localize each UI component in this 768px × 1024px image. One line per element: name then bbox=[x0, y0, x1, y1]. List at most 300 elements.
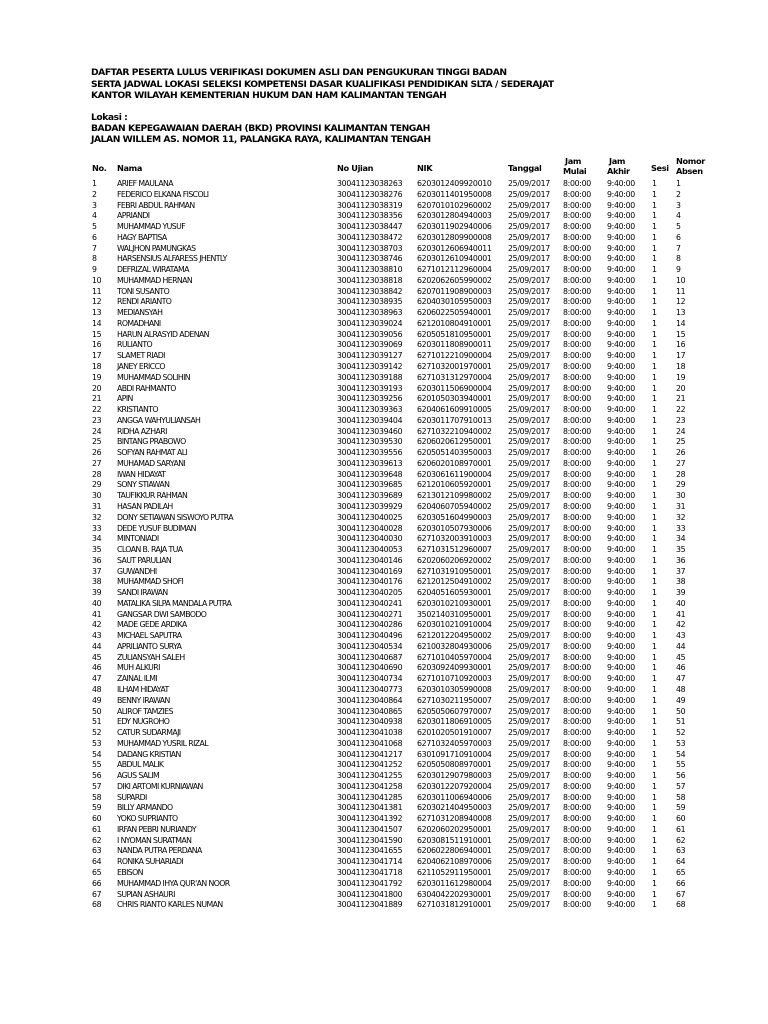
cell-no: 31 bbox=[92, 501, 102, 511]
cell-jam-akhir: 9:40:00 bbox=[607, 577, 635, 587]
cell-no-ujian: 30041123038963 bbox=[337, 308, 403, 318]
table-row bbox=[0, 577, 768, 588]
cell-tanggal: 25/09/2017 bbox=[508, 631, 550, 641]
cell-absen: 15 bbox=[676, 329, 686, 339]
cell-nik: 6204030105950003 bbox=[417, 297, 492, 307]
table-row bbox=[0, 900, 768, 911]
cell-tanggal: 25/09/2017 bbox=[508, 437, 550, 447]
cell-nama: MUHAMMAD YUSUF bbox=[117, 222, 186, 232]
cell-jam-akhir: 9:40:00 bbox=[607, 598, 635, 608]
table-row bbox=[0, 685, 768, 696]
cell-absen: 34 bbox=[676, 534, 686, 544]
cell-no: 25 bbox=[92, 437, 102, 447]
cell-nama: RONIKA SUHARIADI bbox=[117, 857, 184, 867]
cell-jam-akhir: 9:40:00 bbox=[607, 868, 635, 877]
cell-no-ujian: 30041123041889 bbox=[337, 900, 403, 910]
cell-no: 23 bbox=[92, 415, 102, 425]
cell-no-ujian: 30041123040687 bbox=[337, 652, 403, 662]
cell-sesi: 1 bbox=[652, 243, 657, 253]
cell-no-ujian: 30041123041507 bbox=[337, 824, 403, 834]
cell-tanggal: 25/09/2017 bbox=[508, 501, 550, 511]
cell-absen: 43 bbox=[676, 631, 686, 641]
cell-jam-akhir: 9:40:00 bbox=[607, 491, 635, 501]
cell-jam-akhir: 9:40:00 bbox=[607, 512, 635, 522]
cell-tanggal: 25/09/2017 bbox=[508, 458, 550, 468]
cell-nama: ALIROF TAMZIES bbox=[117, 706, 173, 716]
cell-jam-mulai: 8:00:00 bbox=[563, 814, 591, 824]
table-row bbox=[0, 459, 768, 470]
cell-tanggal: 25/09/2017 bbox=[508, 663, 550, 673]
cell-no: 66 bbox=[92, 878, 102, 888]
cell-tanggal: 25/09/2017 bbox=[508, 824, 550, 834]
table-row bbox=[0, 760, 768, 771]
cell-tanggal: 25/09/2017 bbox=[508, 674, 550, 684]
cell-absen: 67 bbox=[676, 889, 686, 899]
cell-jam-akhir: 9:40:00 bbox=[607, 200, 635, 210]
cell-no: 54 bbox=[92, 749, 102, 759]
cell-tanggal: 25/09/2017 bbox=[508, 717, 550, 727]
cell-sesi: 1 bbox=[652, 792, 657, 802]
cell-no: 7 bbox=[92, 243, 97, 253]
table-row bbox=[0, 879, 768, 890]
cell-tanggal: 25/09/2017 bbox=[508, 598, 550, 608]
cell-jam-mulai: 8:00:00 bbox=[563, 674, 591, 684]
table-row bbox=[0, 556, 768, 567]
cell-nama: I NYOMAN SURATMAN bbox=[117, 835, 192, 845]
table-row bbox=[0, 254, 768, 265]
cell-absen: 31 bbox=[676, 501, 686, 511]
cell-jam-mulai: 8:00:00 bbox=[563, 243, 591, 253]
cell-sesi: 1 bbox=[652, 394, 657, 404]
cell-absen: 64 bbox=[676, 857, 686, 867]
table-row bbox=[0, 588, 768, 599]
cell-jam-akhir: 9:40:00 bbox=[607, 728, 635, 738]
cell-absen: 35 bbox=[676, 545, 686, 555]
cell-no-ujian: 30041123040534 bbox=[337, 641, 403, 651]
cell-nik: 6271032003910003 bbox=[417, 534, 492, 544]
cell-jam-akhir: 9:40:00 bbox=[607, 674, 635, 684]
cell-sesi: 1 bbox=[652, 588, 657, 598]
cell-nik: 6212010804910001 bbox=[417, 318, 492, 328]
cell-absen: 63 bbox=[676, 846, 686, 856]
cell-tanggal: 25/09/2017 bbox=[508, 749, 550, 759]
cell-nik: 6202062605990002 bbox=[417, 275, 492, 285]
cell-sesi: 1 bbox=[652, 824, 657, 834]
cell-jam-mulai: 8:00:00 bbox=[563, 523, 591, 533]
cell-nik: 6213012109980002 bbox=[417, 491, 492, 501]
cell-nama: MINTONIADI bbox=[117, 534, 159, 544]
cell-no-ujian: 30041123039460 bbox=[337, 426, 403, 436]
cell-nik: 6201020501910007 bbox=[417, 728, 492, 738]
cell-nama: MUH ALKURI bbox=[117, 663, 160, 673]
cell-no: 28 bbox=[92, 469, 102, 479]
cell-nik: 6203010210930001 bbox=[417, 598, 492, 608]
cell-nik: 6203012907980003 bbox=[417, 771, 492, 781]
cell-tanggal: 25/09/2017 bbox=[508, 846, 550, 856]
cell-absen: 59 bbox=[676, 803, 686, 813]
cell-tanggal: 25/09/2017 bbox=[508, 318, 550, 328]
cell-no-ujian: 30041123040773 bbox=[337, 684, 403, 694]
cell-jam-akhir: 9:40:00 bbox=[607, 824, 635, 834]
cell-nama: RULIANTO bbox=[117, 340, 153, 350]
cell-nik: 6301091710910004 bbox=[417, 749, 492, 759]
table-row bbox=[0, 308, 768, 319]
cell-tanggal: 25/09/2017 bbox=[508, 695, 550, 705]
cell-nik: 6271010405970004 bbox=[417, 652, 492, 662]
cell-no: 61 bbox=[92, 824, 102, 834]
cell-nama: ROMADHANI bbox=[117, 318, 161, 328]
cell-tanggal: 25/09/2017 bbox=[508, 900, 550, 910]
cell-absen: 38 bbox=[676, 577, 686, 587]
cell-absen: 57 bbox=[676, 781, 686, 791]
cell-no-ujian: 30041123038472 bbox=[337, 232, 403, 242]
cell-nik: 6203081511910001 bbox=[417, 835, 492, 845]
table-row bbox=[0, 707, 768, 718]
cell-sesi: 1 bbox=[652, 749, 657, 759]
cell-jam-akhir: 9:40:00 bbox=[607, 738, 635, 748]
cell-jam-mulai: 8:00:00 bbox=[563, 803, 591, 813]
table-row bbox=[0, 890, 768, 901]
cell-absen: 3 bbox=[676, 200, 681, 210]
cell-no: 17 bbox=[92, 351, 102, 361]
cell-sesi: 1 bbox=[652, 189, 657, 199]
cell-no-ujian: 30041123040053 bbox=[337, 545, 403, 555]
cell-tanggal: 25/09/2017 bbox=[508, 803, 550, 813]
cell-nama: SAUT PARULIAN bbox=[117, 555, 172, 565]
cell-nik: 6206020108970001 bbox=[417, 458, 492, 468]
cell-jam-mulai: 8:00:00 bbox=[563, 706, 591, 716]
cell-nama: MUHAMMAD SOLIHIN bbox=[117, 372, 191, 382]
cell-absen: 33 bbox=[676, 523, 686, 533]
cell-tanggal: 25/09/2017 bbox=[508, 620, 550, 630]
cell-no-ujian: 30041123039069 bbox=[337, 340, 403, 350]
cell-nik: 6204061609910005 bbox=[417, 405, 492, 415]
cell-tanggal: 25/09/2017 bbox=[508, 889, 550, 899]
cell-no-ujian: 30041123039056 bbox=[337, 329, 403, 339]
cell-no: 37 bbox=[92, 566, 102, 576]
cell-no-ujian: 30041123039685 bbox=[337, 480, 403, 490]
cell-jam-akhir: 9:40:00 bbox=[607, 717, 635, 727]
cell-no: 16 bbox=[92, 340, 102, 350]
cell-nik: 6271031910950001 bbox=[417, 566, 492, 576]
cell-nik: 6203012409920010 bbox=[417, 179, 492, 188]
cell-absen: 55 bbox=[676, 760, 686, 770]
cell-no-ujian: 30041123040271 bbox=[337, 609, 403, 619]
table-row bbox=[0, 782, 768, 793]
cell-nik: 6203011401950008 bbox=[417, 189, 492, 199]
cell-nik: 6212010605920001 bbox=[417, 480, 492, 490]
cell-no: 29 bbox=[92, 480, 102, 490]
cell-jam-akhir: 9:40:00 bbox=[607, 555, 635, 565]
cell-no-ujian: 30041123040025 bbox=[337, 512, 403, 522]
table-row bbox=[0, 599, 768, 610]
cell-absen: 8 bbox=[676, 254, 681, 264]
cell-jam-akhir: 9:40:00 bbox=[607, 426, 635, 436]
cell-jam-mulai: 8:00:00 bbox=[563, 232, 591, 242]
cell-nama: CLOAN B. RAJA TUA bbox=[117, 545, 183, 555]
cell-absen: 5 bbox=[676, 222, 681, 232]
cell-no-ujian: 30041123040690 bbox=[337, 663, 403, 673]
cell-absen: 51 bbox=[676, 717, 686, 727]
table-row bbox=[0, 717, 768, 728]
cell-no: 41 bbox=[92, 609, 102, 619]
col-nama: Nama bbox=[117, 163, 143, 173]
cell-sesi: 1 bbox=[652, 318, 657, 328]
cell-nik: 6205051810950001 bbox=[417, 329, 492, 339]
cell-jam-mulai: 8:00:00 bbox=[563, 448, 591, 458]
cell-absen: 16 bbox=[676, 340, 686, 350]
cell-jam-akhir: 9:40:00 bbox=[607, 297, 635, 307]
cell-absen: 14 bbox=[676, 318, 686, 328]
cell-tanggal: 25/09/2017 bbox=[508, 545, 550, 555]
cell-no-ujian: 30041123040286 bbox=[337, 620, 403, 630]
cell-jam-mulai: 8:00:00 bbox=[563, 383, 591, 393]
participant-table-body bbox=[0, 179, 768, 911]
cell-nama: KRISTIANTO bbox=[117, 405, 158, 415]
cell-jam-akhir: 9:40:00 bbox=[607, 351, 635, 361]
cell-no-ujian: 30041123041381 bbox=[337, 803, 403, 813]
cell-nama: SUPIAN ASHAURI bbox=[117, 889, 175, 899]
cell-nik: 6212012504910002 bbox=[417, 577, 492, 587]
cell-no-ujian: 30041123038818 bbox=[337, 275, 403, 285]
cell-no-ujian: 30041123039404 bbox=[337, 415, 403, 425]
cell-absen: 22 bbox=[676, 405, 686, 415]
cell-no-ujian: 30041123039193 bbox=[337, 383, 403, 393]
cell-no: 20 bbox=[92, 383, 102, 393]
table-row bbox=[0, 825, 768, 836]
cell-absen: 26 bbox=[676, 448, 686, 458]
cell-jam-mulai: 8:00:00 bbox=[563, 835, 591, 845]
col-absen-2: Absen bbox=[676, 166, 703, 176]
cell-no: 36 bbox=[92, 555, 102, 565]
cell-nik: 6271032405970003 bbox=[417, 738, 492, 748]
cell-jam-akhir: 9:40:00 bbox=[607, 383, 635, 393]
cell-nama: DIKI ARTOMI KURNIAWAN bbox=[117, 781, 203, 791]
cell-sesi: 1 bbox=[652, 297, 657, 307]
cell-no: 67 bbox=[92, 889, 102, 899]
cell-nik: 6203011902940006 bbox=[417, 222, 492, 232]
cell-absen: 40 bbox=[676, 598, 686, 608]
cell-no-ujian: 30041123040864 bbox=[337, 695, 403, 705]
cell-absen: 29 bbox=[676, 480, 686, 490]
col-absen-1: Nomor bbox=[676, 156, 705, 166]
cell-absen: 50 bbox=[676, 706, 686, 716]
table-row bbox=[0, 739, 768, 750]
cell-sesi: 1 bbox=[652, 458, 657, 468]
cell-tanggal: 25/09/2017 bbox=[508, 329, 550, 339]
cell-absen: 24 bbox=[676, 426, 686, 436]
cell-nama: MUHAMMAD YUSRIL RIZAL bbox=[117, 738, 208, 748]
cell-no: 63 bbox=[92, 846, 102, 856]
cell-jam-akhir: 9:40:00 bbox=[607, 318, 635, 328]
cell-nama: GUWANDHI bbox=[117, 566, 157, 576]
cell-no-ujian: 30041123040938 bbox=[337, 717, 403, 727]
cell-tanggal: 25/09/2017 bbox=[508, 534, 550, 544]
cell-jam-akhir: 9:40:00 bbox=[607, 652, 635, 662]
cell-sesi: 1 bbox=[652, 275, 657, 285]
table-row bbox=[0, 642, 768, 653]
cell-no: 46 bbox=[92, 663, 102, 673]
cell-tanggal: 25/09/2017 bbox=[508, 868, 550, 877]
cell-tanggal: 25/09/2017 bbox=[508, 566, 550, 576]
table-row bbox=[0, 211, 768, 222]
location-label: Lokasi : bbox=[91, 112, 128, 123]
cell-jam-mulai: 8:00:00 bbox=[563, 749, 591, 759]
cell-jam-mulai: 8:00:00 bbox=[563, 179, 591, 188]
cell-no-ujian: 30041123039689 bbox=[337, 491, 403, 501]
cell-nik: 6203011707910013 bbox=[417, 415, 492, 425]
cell-no-ujian: 30041123039127 bbox=[337, 351, 403, 361]
cell-sesi: 1 bbox=[652, 857, 657, 867]
cell-sesi: 1 bbox=[652, 265, 657, 275]
table-row bbox=[0, 728, 768, 739]
cell-tanggal: 25/09/2017 bbox=[508, 275, 550, 285]
col-jam-mulai-2: Mulai bbox=[563, 166, 587, 176]
cell-jam-akhir: 9:40:00 bbox=[607, 437, 635, 447]
cell-jam-mulai: 8:00:00 bbox=[563, 351, 591, 361]
cell-no: 64 bbox=[92, 857, 102, 867]
table-row bbox=[0, 427, 768, 438]
cell-nama: MUHAMMAD HERNAN bbox=[117, 275, 193, 285]
cell-no-ujian: 30041123041252 bbox=[337, 760, 403, 770]
cell-jam-mulai: 8:00:00 bbox=[563, 297, 591, 307]
cell-no: 52 bbox=[92, 728, 102, 738]
cell-no-ujian: 30041123041255 bbox=[337, 771, 403, 781]
cell-jam-akhir: 9:40:00 bbox=[607, 900, 635, 910]
cell-no: 38 bbox=[92, 577, 102, 587]
cell-sesi: 1 bbox=[652, 534, 657, 544]
cell-absen: 45 bbox=[676, 652, 686, 662]
cell-nik: 3502140310950001 bbox=[417, 609, 492, 619]
cell-jam-mulai: 8:00:00 bbox=[563, 308, 591, 318]
table-row bbox=[0, 663, 768, 674]
cell-jam-akhir: 9:40:00 bbox=[607, 179, 635, 188]
cell-tanggal: 25/09/2017 bbox=[508, 254, 550, 264]
cell-nik: 6206022505940001 bbox=[417, 308, 492, 318]
cell-no-ujian: 30041123039024 bbox=[337, 318, 403, 328]
cell-jam-akhir: 9:40:00 bbox=[607, 760, 635, 770]
cell-nama: IWAN HIDAYAT bbox=[117, 469, 166, 479]
table-row bbox=[0, 868, 768, 879]
cell-jam-mulai: 8:00:00 bbox=[563, 728, 591, 738]
cell-jam-akhir: 9:40:00 bbox=[607, 684, 635, 694]
cell-sesi: 1 bbox=[652, 448, 657, 458]
cell-nik: 6203010305990008 bbox=[417, 684, 492, 694]
cell-sesi: 1 bbox=[652, 674, 657, 684]
cell-jam-akhir: 9:40:00 bbox=[607, 631, 635, 641]
cell-nik: 6203011612980004 bbox=[417, 878, 492, 888]
cell-nama: DEFRIZAL WIRATAMA bbox=[117, 265, 189, 275]
cell-nik: 6203012809900008 bbox=[417, 232, 492, 242]
cell-jam-akhir: 9:40:00 bbox=[607, 254, 635, 264]
cell-no: 56 bbox=[92, 771, 102, 781]
cell-tanggal: 25/09/2017 bbox=[508, 351, 550, 361]
cell-nik: 6203012804940003 bbox=[417, 211, 492, 221]
cell-jam-akhir: 9:40:00 bbox=[607, 792, 635, 802]
cell-tanggal: 25/09/2017 bbox=[508, 362, 550, 372]
cell-jam-mulai: 8:00:00 bbox=[563, 362, 591, 372]
cell-jam-akhir: 9:40:00 bbox=[607, 415, 635, 425]
cell-jam-mulai: 8:00:00 bbox=[563, 275, 591, 285]
cell-absen: 61 bbox=[676, 824, 686, 834]
table-row bbox=[0, 803, 768, 814]
cell-nama: APRIANDI bbox=[117, 211, 150, 221]
cell-jam-akhir: 9:40:00 bbox=[607, 835, 635, 845]
cell-no-ujian: 30041123038447 bbox=[337, 222, 403, 232]
cell-tanggal: 25/09/2017 bbox=[508, 792, 550, 802]
table-row bbox=[0, 631, 768, 642]
cell-sesi: 1 bbox=[652, 663, 657, 673]
cell-no: 45 bbox=[92, 652, 102, 662]
cell-jam-akhir: 9:40:00 bbox=[607, 695, 635, 705]
cell-no-ujian: 30041123038356 bbox=[337, 211, 403, 221]
cell-no: 11 bbox=[92, 286, 102, 296]
cell-sesi: 1 bbox=[652, 480, 657, 490]
cell-absen: 13 bbox=[676, 308, 686, 318]
table-row bbox=[0, 340, 768, 351]
cell-nama: DEDE YUSUF BUDIMAN bbox=[117, 523, 196, 533]
cell-jam-akhir: 9:40:00 bbox=[607, 609, 635, 619]
cell-tanggal: 25/09/2017 bbox=[508, 189, 550, 199]
cell-tanggal: 25/09/2017 bbox=[508, 814, 550, 824]
cell-nama: AGUS SALIM bbox=[117, 771, 160, 781]
cell-tanggal: 25/09/2017 bbox=[508, 340, 550, 350]
cell-no: 5 bbox=[92, 222, 97, 232]
cell-sesi: 1 bbox=[652, 405, 657, 415]
cell-absen: 62 bbox=[676, 835, 686, 845]
cell-sesi: 1 bbox=[652, 706, 657, 716]
cell-no: 57 bbox=[92, 781, 102, 791]
cell-jam-mulai: 8:00:00 bbox=[563, 684, 591, 694]
cell-no-ujian: 30041123038276 bbox=[337, 189, 403, 199]
cell-no: 13 bbox=[92, 308, 102, 318]
table-row bbox=[0, 836, 768, 847]
table-row bbox=[0, 567, 768, 578]
cell-no-ujian: 30041123040169 bbox=[337, 566, 403, 576]
title-line-3: KANTOR WILAYAH KEMENTERIAN HUKUM DAN HAM KALIMANTAN TENGAH bbox=[91, 90, 447, 101]
cell-absen: 53 bbox=[676, 738, 686, 748]
cell-no: 1 bbox=[92, 179, 97, 188]
cell-sesi: 1 bbox=[652, 900, 657, 910]
table-row bbox=[0, 190, 768, 201]
cell-absen: 18 bbox=[676, 362, 686, 372]
cell-jam-mulai: 8:00:00 bbox=[563, 781, 591, 791]
cell-absen: 49 bbox=[676, 695, 686, 705]
table-row bbox=[0, 330, 768, 341]
cell-nama: GANGSAR DWI SAMBODO bbox=[117, 609, 207, 619]
cell-no: 62 bbox=[92, 835, 102, 845]
cell-nik: 6203011006940006 bbox=[417, 792, 492, 802]
cell-sesi: 1 bbox=[652, 426, 657, 436]
cell-nik: 6202060202950001 bbox=[417, 824, 492, 834]
cell-nik: 6203061611900004 bbox=[417, 469, 492, 479]
cell-absen: 30 bbox=[676, 491, 686, 501]
cell-nama: SUPARDI bbox=[117, 792, 147, 802]
cell-no: 59 bbox=[92, 803, 102, 813]
cell-jam-akhir: 9:40:00 bbox=[607, 448, 635, 458]
cell-jam-akhir: 9:40:00 bbox=[607, 588, 635, 598]
cell-tanggal: 25/09/2017 bbox=[508, 415, 550, 425]
cell-sesi: 1 bbox=[652, 889, 657, 899]
cell-sesi: 1 bbox=[652, 814, 657, 824]
cell-jam-mulai: 8:00:00 bbox=[563, 598, 591, 608]
cell-nama: WALJHON PAMUNGKAS bbox=[117, 243, 196, 253]
cell-no: 48 bbox=[92, 684, 102, 694]
cell-jam-akhir: 9:40:00 bbox=[607, 803, 635, 813]
cell-jam-mulai: 8:00:00 bbox=[563, 222, 591, 232]
cell-no-ujian: 30041123038263 bbox=[337, 179, 403, 188]
cell-sesi: 1 bbox=[652, 545, 657, 555]
